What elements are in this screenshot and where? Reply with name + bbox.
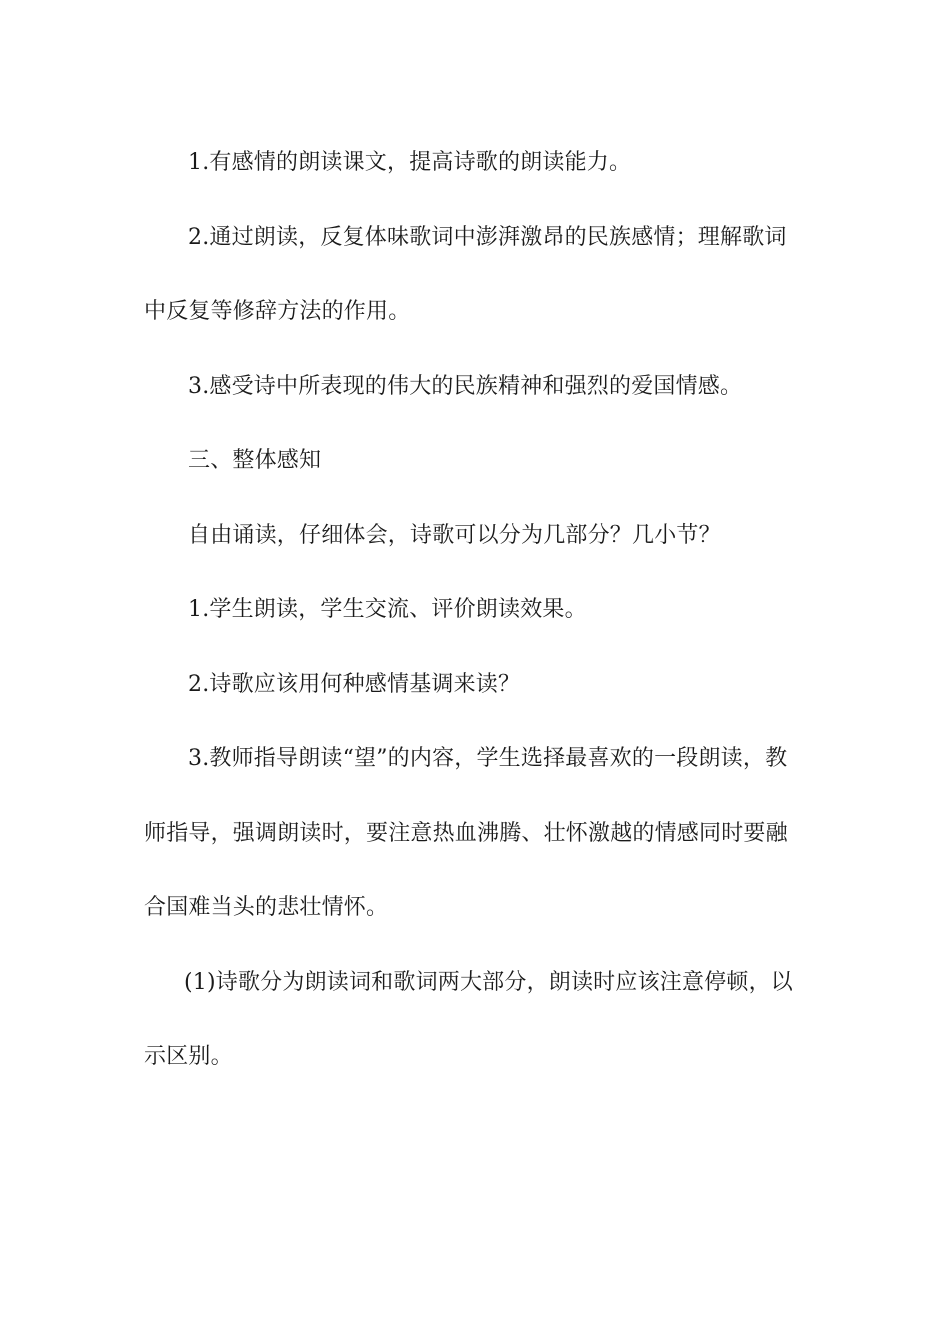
objective-2: 2.通过朗读，反复体味歌词中澎湃激昂的民族感情；理解歌词中反复等修辞方法的作用。: [144, 224, 787, 324]
objective-1: 1.有感情的朗读课文，提高诗歌的朗读能力。: [188, 150, 632, 175]
section-heading: 三、整体感知: [188, 448, 322, 473]
objective-3: 3.感受诗中所表现的伟大的民族精神和强烈的爱国情感。: [188, 373, 743, 399]
step-3: 3.教师指导朗读“望”的内容，学生选择最喜欢的一段朗读，教师指导，强调朗读时，要注意热血沸腾、壮怀激越的情感同时要融合国难当头的悲壮情怀。: [144, 746, 788, 920]
document-body: [144, 126, 804, 1095]
reading-prompt: 自由诵读，仔细体会，诗歌可以分为几部分？几小节？: [188, 522, 721, 548]
sub-point-1: (1)诗歌分为朗读词和歌词两大部分，朗读时应该注意停顿，以示区别。: [144, 969, 793, 1069]
step-1: 1.学生朗读，学生交流、评价朗读效果。: [188, 597, 587, 622]
step-2: 2.诗歌应该用何种感情基调来读？: [188, 671, 521, 697]
